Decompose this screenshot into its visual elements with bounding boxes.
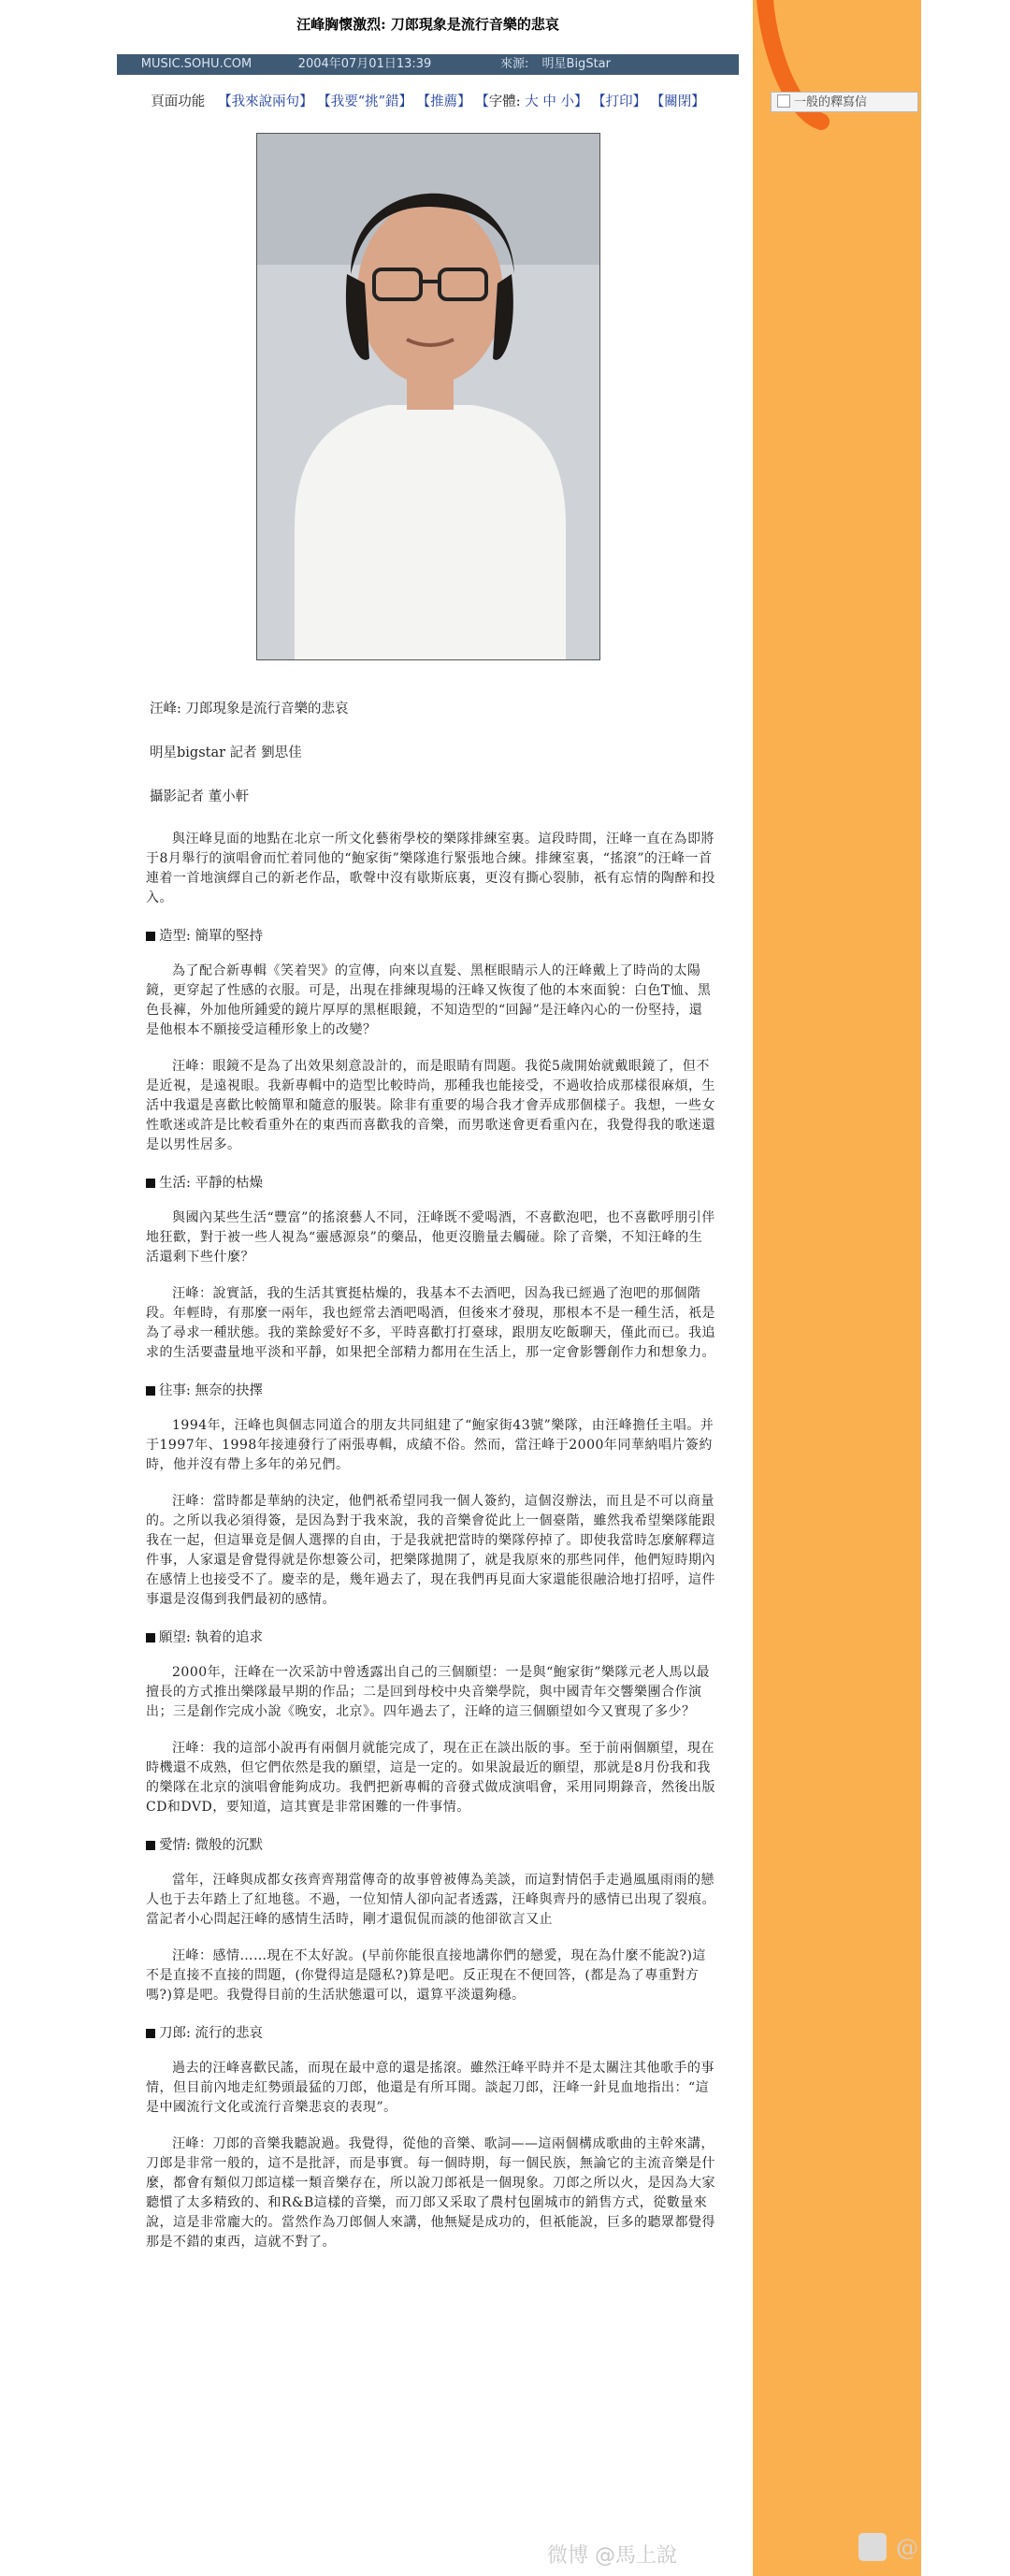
article-paragraph xyxy=(112,1663,743,1722)
broken-image-icon xyxy=(777,94,790,108)
bullet-square-icon xyxy=(146,1179,155,1188)
paragraph-text: 為了配合新專輯《笑着哭》的宣傳，向來以直髮、黑框眼睛示人的汪峰戴上了時尚的太陽鏡，更穿起了性感的衣服。可是，出現在排練現場的汪峰又恢復了他的本來面貌：白色T恤、黑色長褲，外加他所鍾愛的鏡片厚厚的黑框眼鏡，不知造型的“回歸”是汪峰內心的一份堅持，還是他根本不願接受這種形象上的改變？ xyxy=(146,963,712,1037)
article-meta-bar xyxy=(117,54,739,75)
reporter: 明星bigstar 記者 劉思佳 xyxy=(150,745,302,760)
source-name: 明星BigStar xyxy=(541,57,611,71)
section-heading xyxy=(112,1627,743,1646)
section-heading xyxy=(112,1172,743,1192)
section-heading-text: 刀郎: 流行的悲哀 xyxy=(159,2026,263,2041)
paragraph-text: 過去的汪峰喜歡民謠，而現在最中意的還是搖滾。雖然汪峰平時并不是太關注其他歌手的事情，但目前內地走紅勢頭最猛的刀郎，他還是有所耳聞。談起刀郎，汪峰一針見血地指出：“這是中國流行文化或流行音樂悲哀的表現”。 xyxy=(146,2061,714,2115)
paragraph-text: 汪峰：當時都是華納的決定，他們祇希望同我一個人簽約，這個沒辦法，而且是不可以商量的。之所以我必須得簽，是因為對于我來說，我的音樂會從此上一個臺階，雖然我希望樂隊能跟我在一起，但這畢竟是個人選擇的自由，于是我就把當時的樂隊停掉了。即使我當時怎麼解釋這件事，人家還是會覺得就是你想簽公司，把樂隊拋開了，就是我原來的那些同伴，他們短時期內在感情上也接受不了。慶幸的是，幾年過去了，現在我們再見面大家還能很融洽地打招呼，這件事還是沒傷到我們最初的感情。 xyxy=(146,1494,715,1607)
subtitle: 汪峰: 刀郎現象是流行音樂的悲哀 xyxy=(150,702,349,716)
article-body xyxy=(112,830,743,2252)
paragraph-text: 汪峰：感情……現在不太好說。(早前你能很直接地講你們的戀愛，現在為什麼不能說?)這不是直接不直接的問題，(你覺得這是隱私?)算是吧。反正現在不便回答，(都是為了專重對方嗎?)算是吧。我覺得目前的生活狀態還可以，還算平淡還夠穩。 xyxy=(146,1948,706,2003)
paragraph-text: 當年，汪峰與成都女孩齊齊翔當傳奇的故事曾被傳為美談，而這對情侶手走過風風雨雨的戀人也于去年踏上了紅地毯。不過，一位知情人卻向記者透露，汪峰與齊丹的感情已出現了裂痕。當記者小心問起汪峰的感情生活時，剛才還侃侃而談的他卻欲言又止 xyxy=(146,1873,715,1927)
article-paragraph xyxy=(112,2135,743,2252)
close-link[interactable]: 關閉 xyxy=(664,94,692,109)
article-byline xyxy=(112,698,743,805)
article-paragraph xyxy=(112,1208,743,1267)
paragraph-text: 汪峰：我的這部小說再有兩個月就能完成了，現在正在談出版的事。至于前兩個願望，現在時機還不成熟，但它們依然是我的願望，這是一定的。如果說最近的願望，那就是8月份我和我的樂隊在北京的演唱會能夠成功。我們把新專輯的音發式做成演唱會，采用同期錄音，然後出版CD和DVD，要知道，這其實是非常困難的一件事情。 xyxy=(146,1741,715,1815)
paragraph-text: 與汪峰見面的地點在北京一所文化藝術學校的樂隊排練室裏。這段時間，汪峰一直在為即將于8月舉行的演唱會而忙着同他的“鮑家街”樂隊進行緊張地合練。排練室裏，“搖滾”的汪峰一首連着一首地演繹自己的新老作品，歌聲中沒有歇斯底裏，更沒有撕心裂肺，祇有忘情的陶醉和投入。 xyxy=(146,832,715,905)
report-error-link[interactable]: 我要“挑”錯 xyxy=(330,94,399,109)
article-paragraph xyxy=(112,2059,743,2118)
section-heading-text: 愛情: 微般的沉默 xyxy=(159,1838,263,1853)
article-paragraph xyxy=(112,1946,743,2005)
paragraph-text: 汪峰：刀郎的音樂我聽說過。我覺得，從他的音樂、歌詞——這兩個構成歌曲的主幹來講，刀郎是非常一般的，這不是批評，而是事實。每一個時期，每一個民族，無論它的主流音樂是什麼，都會有類似刀郎這樣一類音樂存在，所以說刀郎祇是一個現象。刀郎之所以火，是因為大家聽慣了太多精致的、和R&B這樣的音樂，而刀郎又采取了農村包圍城市的銷售方式，從數量來說，這是非常龐大的。當然作為刀郎個人來講，他無疑是成功的，但祇能說，巨多的聽眾都覺得那是不錯的東西，這就不對了。 xyxy=(146,2136,715,2250)
article-paragraph xyxy=(112,1057,743,1155)
section-heading xyxy=(112,925,743,945)
watermark-logo-icon xyxy=(858,2533,887,2561)
bullet-square-icon xyxy=(146,2029,155,2038)
page-functions-label: 頁面功能 xyxy=(151,94,206,109)
bullet-square-icon xyxy=(146,932,155,941)
section-heading-text: 造型: 簡單的堅持 xyxy=(159,929,263,944)
bullet-square-icon xyxy=(146,1841,155,1850)
paragraph-text: 2000年，汪峰在一次采訪中曾透露出自己的三個願望：一是與“鮑家街”樂隊元老人馬以最擅長的方式推出樂隊最早期的作品；二是回到母校中央音樂學院，與中國青年交響樂團合作演出；三是創作完成小說《晚安，北京》。四年過去了，汪峰的這三個願望如今又實現了多少？ xyxy=(146,1665,710,1719)
recommend-link[interactable]: 推薦 xyxy=(430,94,458,109)
article-paragraph xyxy=(112,1492,743,1610)
comment-link[interactable]: 我來說兩句 xyxy=(231,94,300,109)
section-heading-text: 往事: 無奈的抉擇 xyxy=(159,1383,263,1398)
print-link[interactable]: 打印 xyxy=(605,94,633,109)
font-medium-link[interactable]: 中 xyxy=(542,94,556,109)
font-size-label: 字體: xyxy=(488,94,521,109)
article-paragraph xyxy=(112,1739,743,1817)
paragraph-text: 汪峰：眼鏡不是為了出效果刻意設計的，而是眼睛有問題。我從5歲開始就戴眼鏡了，但不是近視，是遠視眼。我新專輯中的造型比較時尚，那種我也能接受，不過收拾成那樣很麻煩，生活中我還是喜歡比較簡單和隨意的服裝。除非有重要的場合我才會弄成那個樣子。我想，一些女性歌迷或許是比較看重外在的東西而喜歡我的音樂，而男歌迷會更看重內在，我覺得我的歌迷還是以男性居多。 xyxy=(146,1059,715,1152)
article-paragraph xyxy=(112,1416,743,1475)
font-small-link[interactable]: 小 xyxy=(560,94,574,109)
page-title: 汪峰胸懷激烈: 刀郎現象是流行音樂的悲哀 xyxy=(296,16,559,33)
article-paragraph xyxy=(112,1871,743,1930)
section-heading xyxy=(112,1834,743,1854)
article-container xyxy=(112,0,743,2269)
publish-datetime: 2004年07月01日13:39 xyxy=(297,57,432,71)
page-functions-bar: 頁面功能 【我來說兩句】 【我要“挑”錯】 【推薦】 【字體: 大 中 小】 【打印】 【關閉】 xyxy=(151,94,705,109)
right-gutter xyxy=(921,0,1010,2576)
photographer: 攝影記者 董小軒 xyxy=(150,789,250,804)
sidebar-ad-text: 一般的釋寫信 xyxy=(794,95,868,109)
article-paragraph xyxy=(112,1284,743,1363)
article-paragraph xyxy=(112,830,743,908)
section-heading-text: 願望: 執着的追求 xyxy=(159,1630,263,1645)
section-heading xyxy=(112,1380,743,1399)
paragraph-text: 汪峰：說實話，我的生活其實挺枯燥的，我基本不去酒吧，因為我已經過了泡吧的那個階段。年輕時，有那麼一兩年，我也經常去酒吧喝酒，但後來才發現，那根本不是一種生活，祇是為了尋求一種狀態。我的業餘愛好不多，平時喜歡打打臺球，跟朋友吃飯聊天，僅此而已。我追求的生活要盡量地平淡和平靜，如果把全部精力都用在生活上，那一定會影響創作力和想象力。 xyxy=(146,1286,715,1360)
source-info xyxy=(454,54,739,75)
section-heading xyxy=(112,2022,743,2042)
source-label: 來源: xyxy=(500,57,529,71)
paragraph-text: 與國內某些生活“豐富”的搖滾藝人不同，汪峰既不愛喝酒，不喜歡泡吧，也不喜歡呼朋引伴地狂歡，對于被一些人視為“靈感源泉”的藥品，他更沒膽量去觸碰。除了音樂，不知汪峰的生活還剩下些什麼？ xyxy=(146,1210,715,1265)
section-heading-text: 生活: 平靜的枯燥 xyxy=(159,1176,263,1191)
bullet-square-icon xyxy=(146,1386,155,1396)
article-paragraph xyxy=(112,962,743,1040)
sidebar-ad-image-placeholder[interactable] xyxy=(771,92,918,112)
paragraph-text: 1994年，汪峰也與個志同道合的朋友共同組建了“鮑家街43號”樂隊，由汪峰擔任主唱。并于1997年、1998年接連發行了兩張專輯，成績不俗。然而，當汪峰于2000年同華納唱片簽約時，他并沒有帶上多年的弟兄們。 xyxy=(146,1418,714,1472)
at-symbol-icon: @ xyxy=(896,2535,918,2561)
site-url[interactable]: MUSIC.SOHU.COM xyxy=(140,57,252,71)
bullet-square-icon xyxy=(146,1633,155,1643)
weibo-watermark: 微博 @馬上說 xyxy=(547,2544,677,2568)
portrait-illustration xyxy=(257,134,599,659)
article-photo xyxy=(256,133,600,660)
font-large-link[interactable]: 大 xyxy=(525,94,539,109)
